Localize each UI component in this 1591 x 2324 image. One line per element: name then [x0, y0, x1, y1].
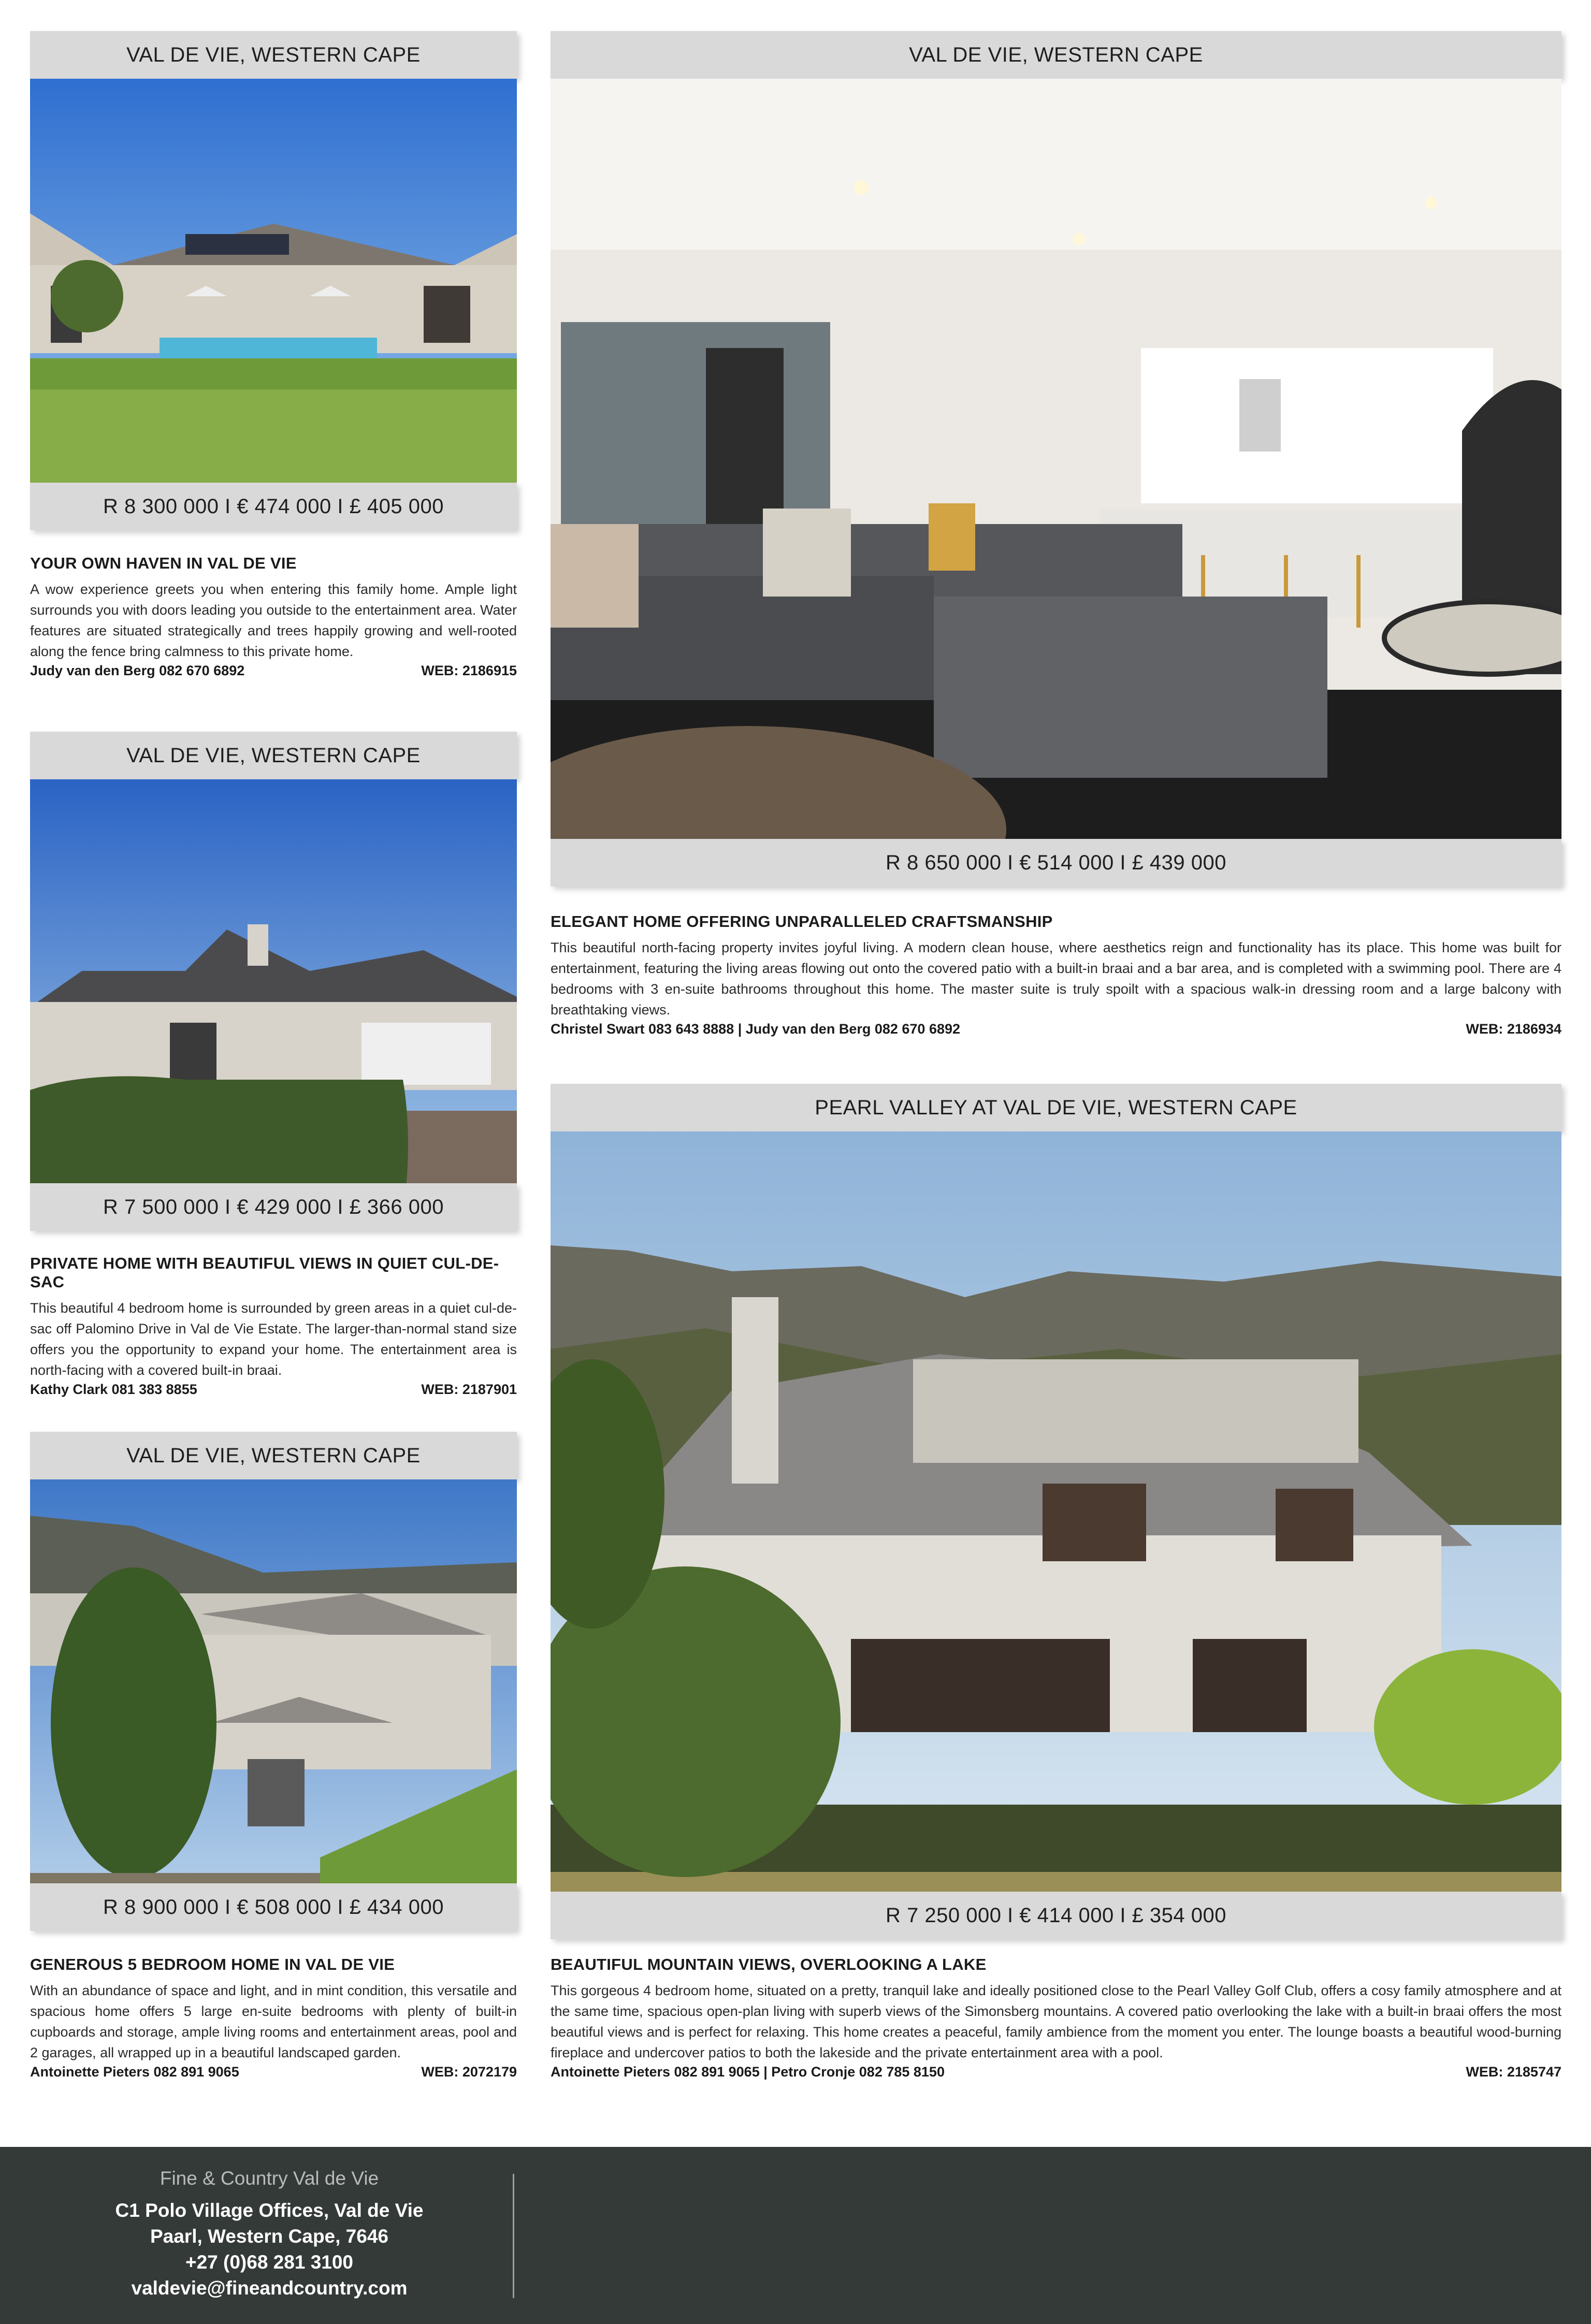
listing-agent-contact[interactable]: Antoinette Pieters 082 891 9065	[30, 2064, 239, 2080]
listing-price: R 8 900 000 I € 508 000 I £ 434 000	[30, 1883, 517, 1931]
footer-divider	[513, 2174, 514, 2298]
listing-price: R 8 300 000 I € 474 000 I £ 405 000	[30, 483, 517, 530]
listing-web-ref[interactable]: WEB: 2185747	[1466, 2064, 1561, 2080]
listing-description: This beautiful 4 bedroom home is surrounded by green areas in a quiet cul-de-sac off Palomino Drive in Val de Vie Estate. The larger-than-normal stand size offers you the opportunity to expand your home. The entertainment area is north-facing with a covered built-in braai.	[30, 1300, 517, 1378]
listing-card-2186934	[551, 31, 1561, 885]
listing-title: ELEGANT HOME OFFERING UNPARALLELED CRAFTSMANSHIP	[551, 912, 1053, 931]
listing-details-2186915	[30, 554, 517, 679]
listing-location: VAL DE VIE, WESTERN CAPE	[30, 1432, 517, 1479]
listing-card-2072179	[30, 1432, 517, 1934]
listing-title: GENEROUS 5 BEDROOM HOME IN VAL DE VIE	[30, 1955, 395, 1973]
listing-location: PEARL VALLEY AT VAL DE VIE, WESTERN CAPE	[551, 1084, 1561, 1131]
listing-photo-pool-house[interactable]	[30, 79, 517, 514]
listing-web-ref[interactable]: WEB: 2187901	[421, 1382, 517, 1397]
listing-web-ref[interactable]: WEB: 2186934	[1466, 1021, 1561, 1037]
office-phone[interactable]: +27 (0)68 281 3100	[185, 2252, 354, 2273]
listing-price: R 7 250 000 I € 414 000 I £ 354 000	[551, 1892, 1561, 1939]
listing-photo-5-bedroom-home[interactable]	[30, 1479, 517, 1914]
listing-location: VAL DE VIE, WESTERN CAPE	[551, 31, 1561, 79]
listing-description: This beautiful north-facing property invites joyful living. A modern clean house, where aesthetics reign and functionality has its place. This home was built for entertainment, featuring the living areas flowing out onto the covered patio with a built-in braai and a bar area, and is completed with a swimming pool. There are 4 bedrooms with 3 en-suite bathrooms throughout this home. The master suite is truly spoilt with a spacious walk-in dressing room and a large balcony with breathtaking views.	[551, 940, 1561, 1018]
listing-agent-contact[interactable]: Kathy Clark 081 383 8855	[30, 1382, 197, 1397]
listing-card-2185747	[551, 1084, 1561, 1938]
listing-title: PRIVATE HOME WITH BEAUTIFUL VIEWS IN QUIET CUL-DE-SAC	[30, 1254, 499, 1291]
office-contact-block	[73, 2168, 466, 2301]
listing-photo-living-room[interactable]	[551, 79, 1561, 871]
listing-description: A wow experience greets you when entering this family home. Ample light surrounds you with doors leading you outside to the entertainment area. Water features are situated strategically and trees happily growing and well-rooted along the fence bring calmness to this private home.	[30, 582, 517, 659]
listing-details-2072179	[30, 1955, 517, 2080]
office-address-line1: C1 Polo Village Offices, Val de Vie	[115, 2200, 424, 2221]
listing-description: This gorgeous 4 bedroom home, situated on a pretty, tranquil lake and ideally positioned close to the Pearl Valley Golf Club, offers a cosy family atmosphere and at the same time, spacious open-plan living with superb views of the Simonsberg mountains. A covered patio overlooking the lake with a built-in braai offers the most beautiful views and is perfect for relaxing. This home creates a peaceful, family ambience from the moment you enter. The lounge boasts a beautiful wood-burning fireplace and undercover patios to both the lakeside and the private entertainment area with a pool.	[551, 1983, 1561, 2060]
listing-details-2186934	[551, 912, 1561, 1037]
listing-photo-cul-de-sac-home[interactable]	[30, 779, 517, 1214]
listing-card-2186915	[30, 31, 517, 533]
listing-details-2185747	[551, 1955, 1561, 2080]
listing-location: VAL DE VIE, WESTERN CAPE	[30, 31, 517, 79]
listing-price: R 8 650 000 I € 514 000 I £ 439 000	[551, 839, 1561, 887]
listing-web-ref[interactable]: WEB: 2186915	[421, 663, 517, 678]
office-brand-name: Fine & Country Val de Vie	[160, 2168, 379, 2189]
listing-agent-contact[interactable]: Antoinette Pieters 082 891 9065 | Petro Cronje 082 785 8150	[551, 2064, 945, 2080]
listing-location: VAL DE VIE, WESTERN CAPE	[30, 732, 517, 779]
listing-details-2187901	[30, 1254, 517, 1398]
office-email[interactable]: valdevie@fineandcountry.com	[131, 2277, 408, 2299]
listing-agent-contact[interactable]: Judy van den Berg 082 670 6892	[30, 663, 245, 678]
listing-photo-lake-house[interactable]	[551, 1131, 1561, 1924]
listing-price: R 7 500 000 I € 429 000 I £ 366 000	[30, 1183, 517, 1231]
office-address-line2: Paarl, Western Cape, 7646	[150, 2226, 388, 2247]
office-footer	[0, 2147, 1591, 2324]
listing-title: BEAUTIFUL MOUNTAIN VIEWS, OVERLOOKING A LAKE	[551, 1955, 987, 1973]
listing-description: With an abundance of space and light, and in mint condition, this versatile and spacious home offers 5 large en-suite bedrooms with plenty of built-in cupboards and storage, ample living rooms and entertainment areas, pool and 2 garages, all wrapped up in a beautiful landscaped garden.	[30, 1983, 517, 2060]
listing-web-ref[interactable]: WEB: 2072179	[421, 2064, 517, 2080]
listing-agent-contact[interactable]: Christel Swart 083 643 8888 | Judy van den Berg 082 670 6892	[551, 1021, 961, 1037]
listing-title: YOUR OWN HAVEN IN VAL DE VIE	[30, 554, 297, 572]
listing-card-2187901	[30, 732, 517, 1234]
